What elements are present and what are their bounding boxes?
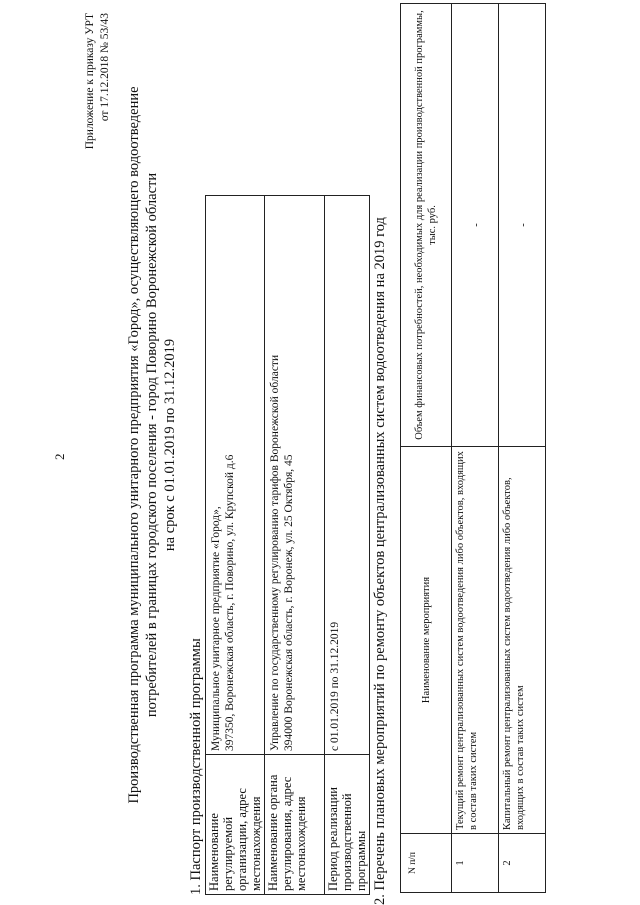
- passport-row: [265, 196, 325, 895]
- passport-row: [325, 196, 370, 895]
- passport-key: Период реализации производственной программы: [325, 755, 370, 895]
- row-amount: [499, 4, 546, 447]
- passport-key: Наименование органа регулирования, адрес местонахождения: [265, 755, 325, 895]
- column-header-number: N п/п: [401, 834, 452, 893]
- column-header-amount: Объем финансовых потребностей, необходимых для реализации производственной программы, тыс. руб.: [401, 4, 452, 447]
- passport-value-line: 394000 Воронежская область, г. Воронеж, ул. 25 Октября, 45: [283, 454, 295, 751]
- title-line-1: Производственная программа муниципального унитарного предприятия «Город», осуществляющего водоотведение: [126, 86, 142, 804]
- passport-value: [206, 196, 265, 755]
- appendix-line-2: от 17.12.2018 № 53/43: [99, 13, 111, 122]
- row-name: Капитальный ремонт централизованных систем водоотведения либо объектов, входящих в состав таких систем: [499, 447, 546, 834]
- row-amount: [452, 4, 499, 447]
- passport-value-line: с 01.01.2019 по 31.12.2019: [329, 621, 341, 751]
- passport-table: [205, 195, 370, 895]
- column-header-name: Наименование мероприятия: [401, 447, 452, 834]
- table-row: [452, 4, 499, 893]
- table-row: [499, 4, 546, 893]
- page-number: 2: [52, 453, 67, 460]
- row-amount-value: -: [471, 223, 482, 227]
- passport-value-line: Муниципальное унитарное предприятие «Город»,: [210, 506, 222, 751]
- title-line-3: на срок с 01.01.2019 по 31.12.2019: [162, 338, 178, 552]
- passport-value-line: 397350, Воронежская область, г. Поворино, ул. Крупской д.6: [224, 454, 236, 751]
- passport-key: Наименование регулируемой организации, адрес местонахождения: [206, 755, 265, 895]
- document-title: [125, 85, 179, 805]
- row-name: Текущий ремонт централизованных систем водоотведения либо объектов, входящих в состав таких систем: [452, 447, 499, 834]
- row-amount-value: -: [518, 223, 529, 227]
- appendix-line-1: Приложение к приказу УРТ: [84, 13, 96, 150]
- row-number: 2: [499, 834, 546, 893]
- passport-value: [265, 196, 325, 755]
- section-1-heading: 1. Паспорт производственной программы: [188, 638, 204, 895]
- passport-row: [206, 196, 265, 895]
- events-table: [400, 3, 546, 893]
- passport-value: [325, 196, 370, 755]
- passport-value-line: Управление по государственному регулированию тарифов Воронежской области: [269, 354, 281, 751]
- title-line-2: потребителей в границах городского поселения - город Поворино Воронежской области: [144, 172, 160, 718]
- section-2-heading: 2. Перечень плановых мероприятий по ремонту объектов централизованных систем водоотведения на 2019 год: [372, 217, 388, 905]
- appendix-note: [83, 13, 113, 153]
- row-number: 1: [452, 834, 499, 893]
- events-header-row: [401, 4, 452, 893]
